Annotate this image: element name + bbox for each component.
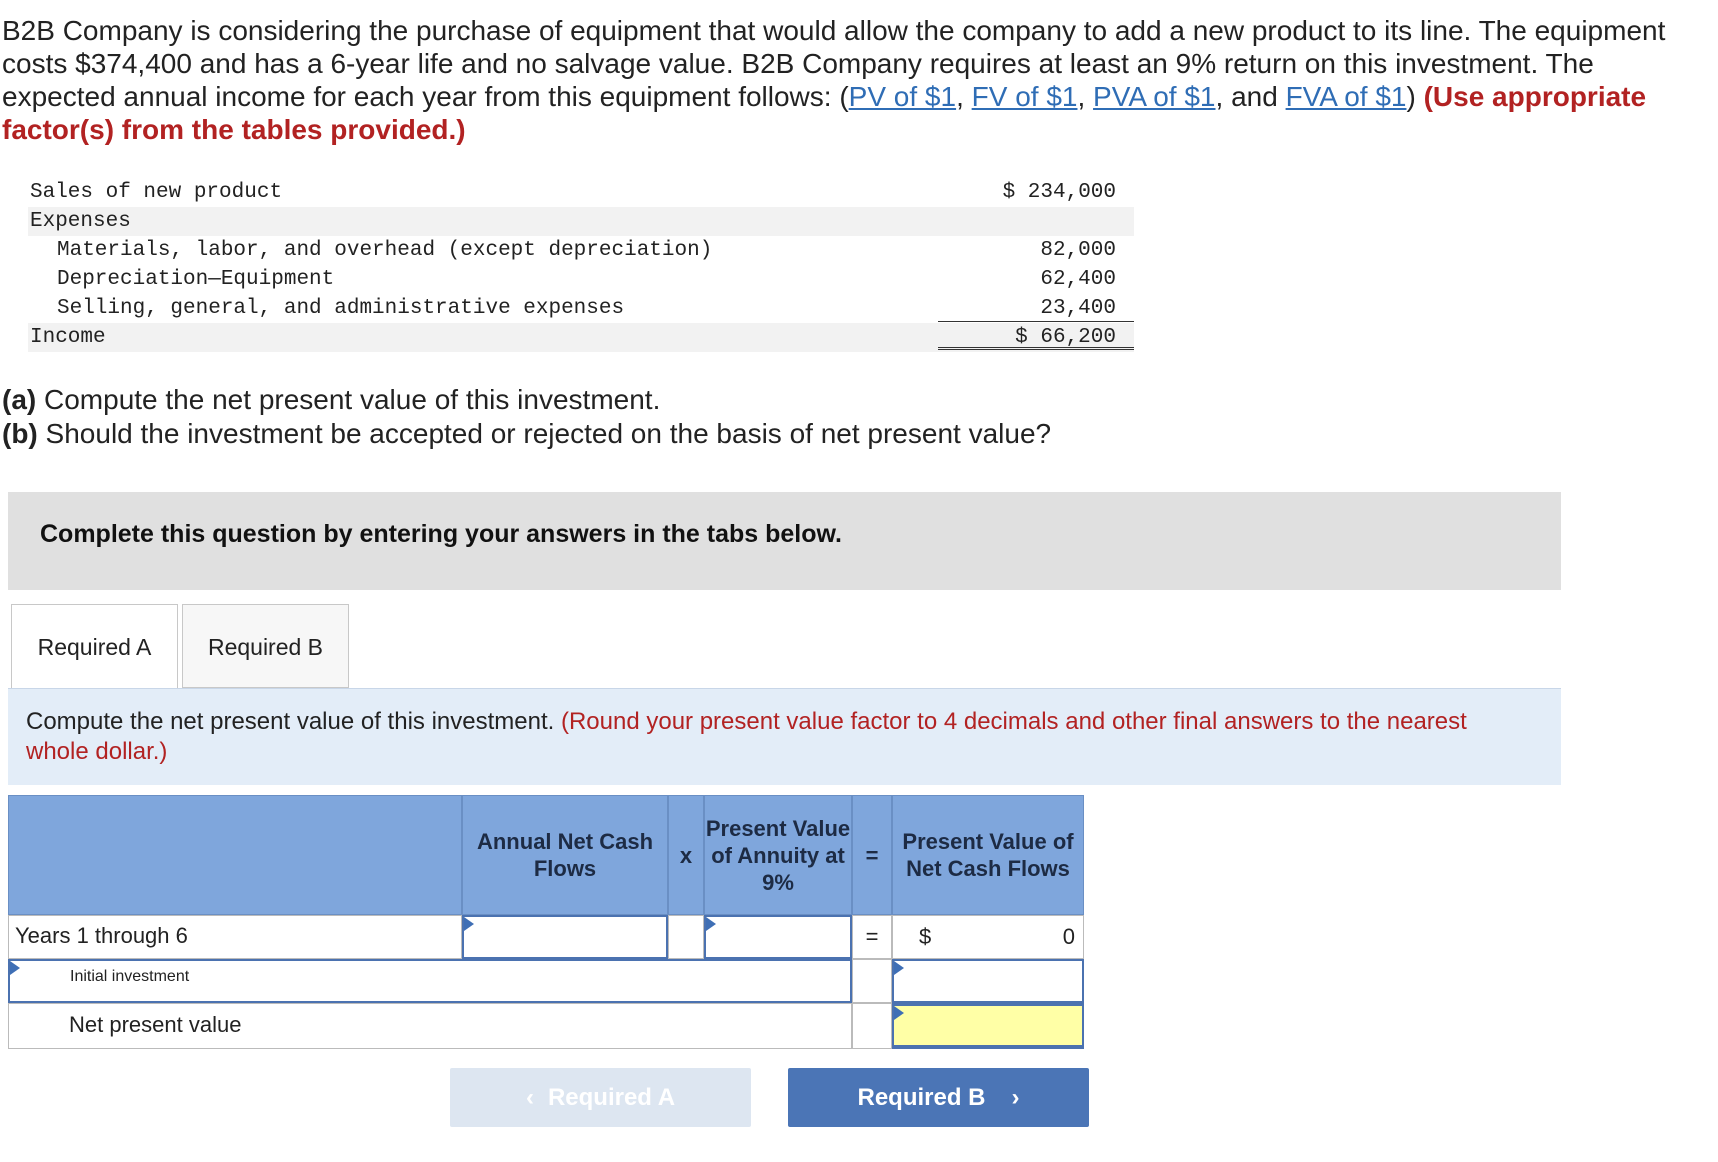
income-row-income [28,323,1134,352]
header-label: = [865,842,879,868]
next-button-label: Required B [857,1084,986,1111]
question-b-text: Should the investment be accepted or rejected on the basis of net present value? [37,418,1052,449]
input-marker-icon [894,1006,904,1020]
prev-button-label: Required A [547,1084,676,1111]
row-label-initial-investment [8,959,852,1003]
annual-cash-flows-input[interactable] [462,915,668,959]
rounding-instruction: (Round your present value factor to 4 decimals and other final answers to the nearest whole dollar.) [26,708,1467,765]
next-required-b-button[interactable] [788,1068,1089,1127]
header-annual-cash-flows [462,795,668,915]
question-parts [2,383,1051,451]
question-a [2,383,1051,417]
row-label-years: Years 1 through 6 [8,915,462,959]
spacer-cell [668,915,704,959]
currency-symbol: $ [919,924,932,949]
row-label-npv: Net present value [8,1003,852,1049]
question-a-text: Compute the net present value of this investment. [36,384,661,415]
header-pv-annuity-factor [704,795,852,915]
separator: , [1077,81,1094,112]
header-pv-cash-flows [892,795,1084,915]
factor-instruction: (Use appropriate factor(s) from the tables provided.) [2,81,1647,145]
link-pva-of-1[interactable]: PVA of $1 [1093,81,1216,112]
row-label: Income [30,326,106,349]
question-b [2,417,1051,451]
link-pv-of-1[interactable]: PV of $1 [848,81,957,112]
equals-sign: = [852,915,892,959]
row-amount: 23,400 [1040,297,1116,320]
row-label: Sales of new product [30,181,283,204]
question-b-label: (b) [2,418,38,449]
input-marker-icon [10,961,20,975]
problem-statement [2,14,1714,146]
row-label: Materials, labor, and overhead (except depreciation) [57,239,713,262]
problem-text: B2B Company is considering the purchase of equipment that would allow the company to add a new product to its line. The equipment costs $374,400 and has a 6-year life and no salvage value. B2B Company requires at least an 9% return on this investment. The expected annual income for each year from this equipment follows: ( [2,15,1666,112]
income-row-expenses [28,207,1134,236]
row-label: Selling, general, and administrative expenses [57,297,625,320]
header-blank [8,795,462,915]
banner-text: Complete this question by entering your answers in the tabs below. [40,520,842,548]
instructions-banner [8,492,1561,590]
income-statement [28,178,1134,352]
separator: ) [1406,81,1424,112]
link-fva-of-1[interactable]: FVA of $1 [1285,81,1407,112]
pv-factor-input[interactable] [704,915,852,959]
net-present-value-input[interactable] [892,1003,1084,1049]
header-label: Annual Net Cash Flows [476,829,654,881]
header-label: x [679,842,693,868]
row-amount: 82,000 [1040,239,1116,262]
total-double-rule [938,347,1134,350]
input-marker-icon [464,917,474,931]
question-a-label: (a) [2,384,37,415]
pv-cash-flows-output [892,915,1084,959]
spacer-cell [852,959,892,1003]
input-marker-icon [894,961,904,975]
subtotal-rule [938,321,1134,322]
income-row-materials [28,236,1134,265]
row-amount: $ 234,000 [1002,181,1116,204]
previous-required-a-button[interactable] [450,1068,751,1127]
separator: , and [1215,81,1286,112]
initial-investment-input[interactable] [892,959,1084,1003]
row-amount: 62,400 [1040,268,1116,291]
header-label: Present Value of Net Cash Flows [902,829,1074,881]
row-label: Expenses [30,210,131,233]
instruction-main: Compute the net present value of this investment. [26,708,561,735]
tab-required-b[interactable]: Required B [182,604,349,688]
row-label: Initial investment [70,968,190,985]
separator: , [956,81,972,112]
npv-table [8,795,1084,1050]
input-marker-icon [706,917,716,931]
row-amount: $ 66,200 [1015,326,1116,349]
spacer-cell [852,1003,892,1049]
pv-cash-flows-value: 0 [1062,924,1075,949]
tab-required-a[interactable]: Required A [11,604,178,690]
chevron-right-icon: › [1011,1084,1020,1111]
row-label: Depreciation—Equipment [57,268,335,291]
chevron-left-icon: ‹ [525,1084,534,1111]
income-row-sales [28,178,1134,207]
link-fv-of-1[interactable]: FV of $1 [971,81,1078,112]
header-equals [852,795,892,915]
header-label: Present Value of Annuity at 9% [705,815,851,895]
income-row-selling [28,294,1134,323]
income-row-depreciation [28,265,1134,294]
header-multiply [668,795,704,915]
tab-instruction [8,688,1561,785]
instruction-text [26,707,1536,767]
